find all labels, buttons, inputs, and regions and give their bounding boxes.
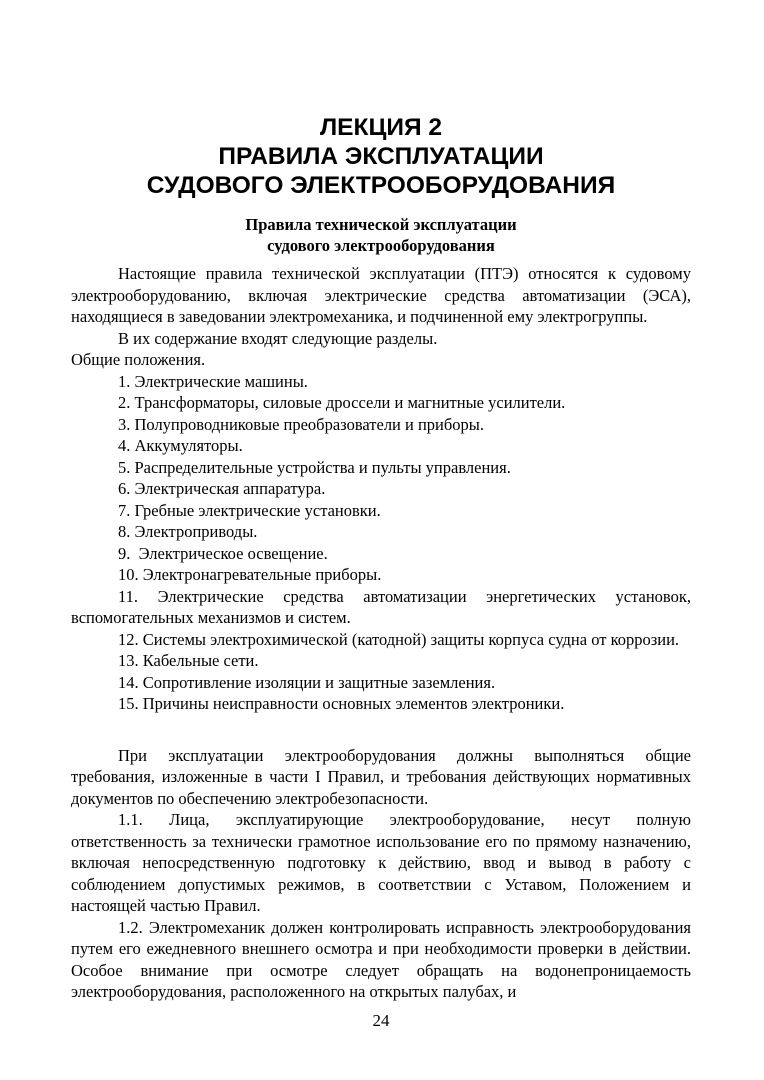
body-text <box>71 263 691 1003</box>
section-list-item: 3. Полупроводниковые преобразователи и приборы. <box>118 414 484 434</box>
lecture-title-line-1: ЛЕКЦИЯ 2 <box>319 114 443 141</box>
clause-1-1: 1.1. Лица, эксплуатирующие электрооборудование, несут полную ответственность за технически грамотное использование его по прямому назначению, включая непосредственную подготовку к действию, ввод и вывод в работу с соблюдением допустимых режимов, в соответствии с Уставом, Положением и настоящей частью Правил. <box>71 810 691 915</box>
lecture-title-line-2: ПРАВИЛА ЭКСПЛУАТАЦИИ <box>218 143 544 170</box>
section-list-item: 6. Электрическая аппаратура. <box>118 479 326 498</box>
section-list-item: 10. Электронагревательные приборы. <box>118 565 382 584</box>
general-provisions: Общие положения. <box>71 350 206 369</box>
section-list-item: 1. Электрические машины. <box>118 371 308 391</box>
section-title-line-2: судового электрооборудования <box>267 236 495 255</box>
clause-1-2: 1.2. Электромеханик должен контролировать исправность электрооборудования путем его ежедневного внешнего осмотра и при необходимости проверки в действии. Особое внимание при осмотре следует обращать на водонепроницаемость электрооборудования, расположенного на открытых палубах, и <box>71 917 691 1001</box>
section-list-item: 9. Электрическое освещение. <box>118 543 328 563</box>
section-list-item: 4. Аккумуляторы. <box>118 436 243 455</box>
section-list-item: 12. Системы электрохимической (катодной) защиты корпуса судна от коррозии. <box>118 629 680 649</box>
section-list-item: 8. Электроприводы. <box>118 522 258 541</box>
paragraph-spacer <box>71 715 691 745</box>
section-list-item: 5. Распределительные устройства и пульты управления. <box>118 457 511 477</box>
intro-paragraph: Настоящие правила технической эксплуатации (ПТЭ) относятся к судовому электрооборудованию, включая электрические средства автоматизации (ЭСА), находящиеся в заведовании электромеханика, и подчиненной ему электрогруппы. <box>71 264 691 326</box>
section-list-item: 13. Кабельные сети. <box>118 651 259 670</box>
section-list-item: 7. Гребные электрические установки. <box>118 500 381 520</box>
lecture-title <box>71 113 691 200</box>
section-title-line-1: Правила технической эксплуатации <box>245 215 517 234</box>
section-list-item: 11. Электрические средства автоматизации энергетических установок, вспомогательных механизмов и систем. <box>71 586 691 627</box>
section-title <box>71 214 691 256</box>
contents-lead: В их содержание входят следующие разделы. <box>118 328 438 348</box>
page-number: 24 <box>372 1011 390 1030</box>
section-list-item: 15. Причины неисправности основных элементов электроники. <box>118 694 565 713</box>
general-requirements-paragraph: При эксплуатации электрооборудования должны выполняться общие требования, изложенные в части I Правил, и требования действующих нормативных документов по обеспечению электробезопасности. <box>71 745 691 808</box>
section-list-item: 14. Сопротивление изоляции и защитные заземления. <box>118 672 496 692</box>
section-list-item: 2. Трансформаторы, силовые дроссели и магнитные усилители. <box>118 393 566 412</box>
lecture-title-line-3: СУДОВОГО ЭЛЕКТРООБОРУДОВАНИЯ <box>146 172 616 199</box>
